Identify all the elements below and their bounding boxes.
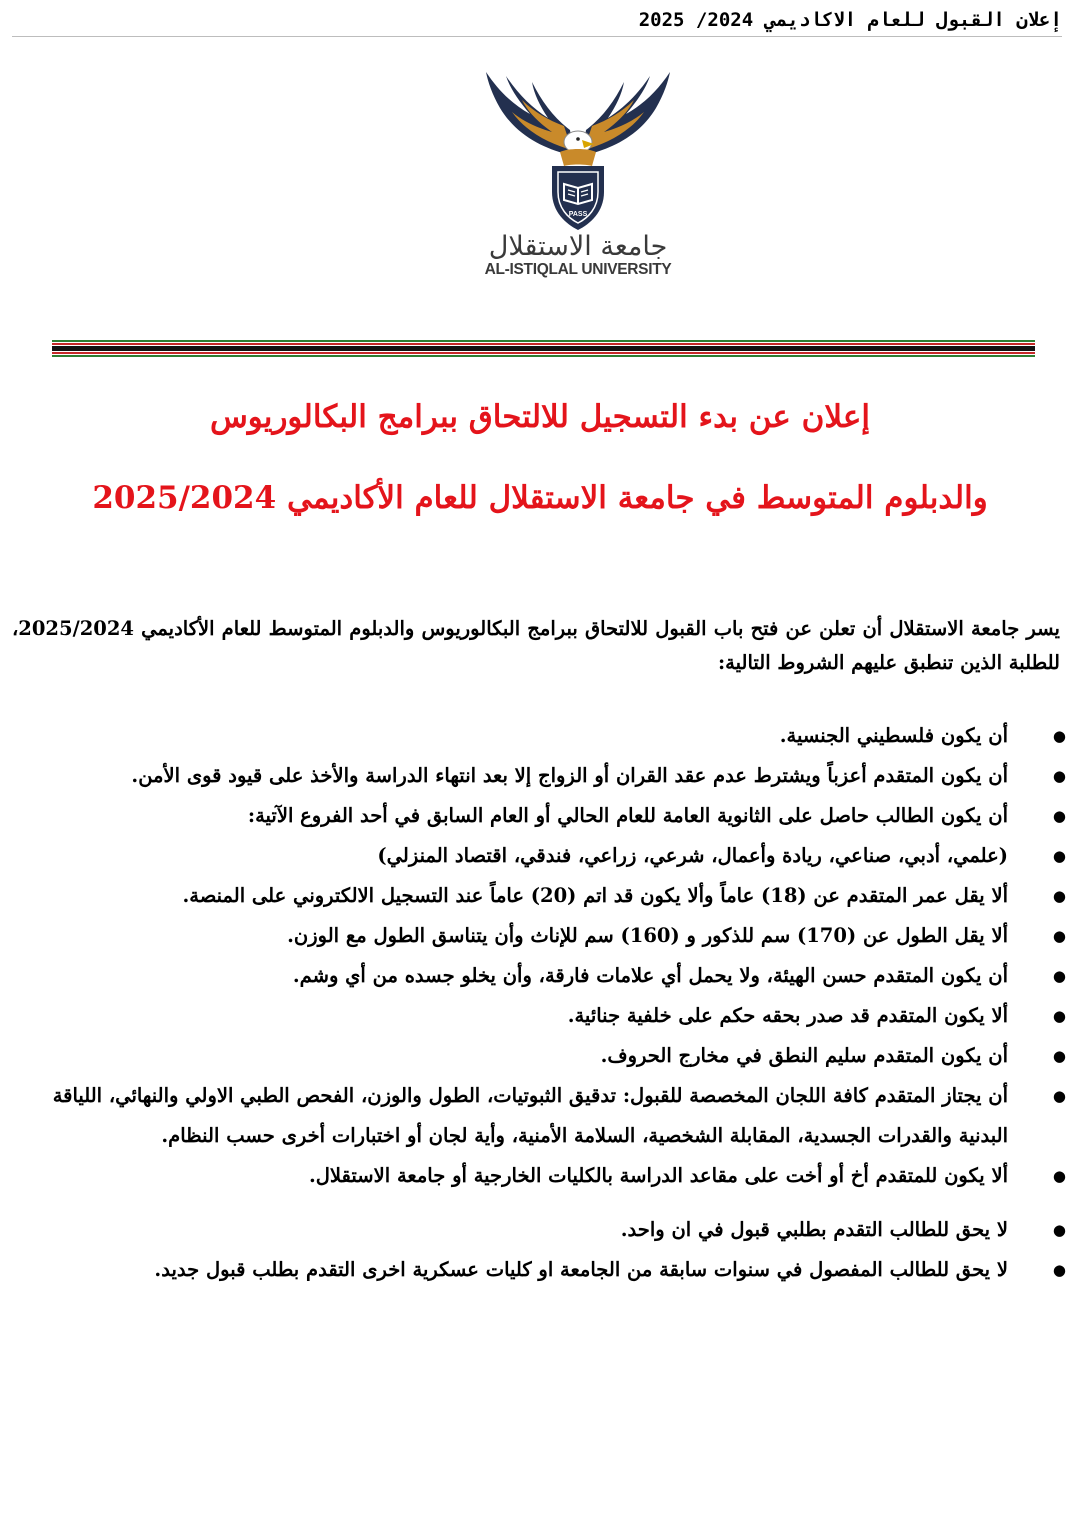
bullet-icon: ●	[1052, 847, 1066, 865]
bullet-icon: ●	[1052, 967, 1066, 985]
condition-item	[20, 756, 1066, 796]
condition-item	[20, 716, 1066, 756]
condition-text: أن يكون فلسطيني الجنسية.	[779, 724, 1008, 747]
logo-badge-text: PASS	[568, 211, 588, 218]
condition-text: أن يكون المتقدم أعزباً ويشترط عدم عقد القران أو الزواج إلا بعد انتهاء الدراسة والأخذ على قيود قوى الأمن.	[131, 764, 1008, 787]
condition-item	[20, 836, 1066, 876]
condition-text: ألا يقل الطول عن (170) سم للذكور و (160) سم للإناث وأن يتناسق الطول مع الوزن.	[287, 924, 1008, 947]
condition-text: أن يكون المتقدم سليم النطق في مخارج الحروف.	[600, 1044, 1008, 1067]
color-divider	[52, 340, 1035, 358]
bullet-icon: ●	[1052, 1007, 1066, 1025]
page-header	[12, 6, 1062, 37]
condition-item	[20, 1210, 1066, 1250]
bullet-icon: ●	[1052, 767, 1066, 785]
condition-item	[20, 1250, 1066, 1290]
condition-item	[20, 916, 1066, 956]
condition-text: أن يكون الطالب حاصل على الثانوية العامة للعام الحالي أو العام السابق في أحد الفروع الآتية:	[247, 804, 1008, 827]
bullet-icon: ●	[1052, 1261, 1066, 1279]
condition-item	[20, 996, 1066, 1036]
condition-item	[20, 1156, 1066, 1196]
condition-item	[20, 796, 1066, 836]
condition-item	[20, 876, 1066, 916]
condition-text: أن يجتاز المتقدم كافة اللجان المخصصة للقبول: تدقيق الثبوتيات، الطول والوزن، الفحص الطبي الاولي والنهائي، اللياقة البدنية والقدرات الجسدية، المقابلة الشخصية، السلامة الأمنية، وأية لجان أو اختبارات أخرى حسب النظام.	[52, 1084, 1008, 1147]
eagle-emblem-icon	[478, 68, 678, 238]
announcement-title-line-1: إعلان عن بدء التسجيل للالتحاق ببرامج البكالوريوس	[209, 399, 871, 435]
bullet-icon: ●	[1052, 1221, 1066, 1239]
condition-item	[20, 956, 1066, 996]
bullet-icon: ●	[1052, 1087, 1066, 1105]
condition-text: ألا يكون للمتقدم أخ أو أخت على مقاعد الدراسة بالكليات الخارجية أو جامعة الاستقلال.	[308, 1164, 1008, 1187]
logo-name-arabic: جامعة الاستقلال	[488, 231, 668, 262]
condition-text: ألا يقل عمر المتقدم عن (18) عاماً وألا يكون قد اتم (20) عاماً عند التسجيل الالكتروني على المنصة.	[182, 884, 1008, 907]
bullet-icon: ●	[1052, 1167, 1066, 1185]
conditions-list	[20, 716, 1066, 1290]
bullet-icon: ●	[1052, 807, 1066, 825]
announcement-title-line-2: والدبلوم المتوسط في جامعة الاستقلال للعام الأكاديمي 2025/2024	[92, 480, 988, 516]
bullet-icon: ●	[1052, 1047, 1066, 1065]
condition-text: أن يكون المتقدم حسن الهيئة، ولا يحمل أي علامات فارقة، وأن يخلو جسده من أي وشم.	[292, 964, 1008, 987]
bullet-icon: ●	[1052, 887, 1066, 905]
condition-item	[20, 1076, 1066, 1156]
condition-item	[20, 1036, 1066, 1076]
bullet-icon: ●	[1052, 927, 1066, 945]
logo-name-english: AL-ISTIQLAL UNIVERSITY	[484, 261, 672, 278]
condition-text: (علمي، أدبي، صناعي، ريادة وأعمال، شرعي، زراعي، فندقي، اقتصاد المنزلي)	[377, 844, 1008, 867]
condition-text: لا يحق للطالب المفصول في سنوات سابقة من الجامعة او كليات عسكرية اخرى التقدم بطلب قبول جديد.	[154, 1258, 1008, 1281]
condition-text: لا يحق للطالب التقدم بطلبي قبول في ان واحد.	[620, 1218, 1008, 1241]
condition-text: ألا يكون المتقدم قد صدر بحقه حكم على خلفية جنائية.	[567, 1004, 1008, 1027]
university-logo	[0, 68, 1080, 283]
running-title: إعلان القبول للعام الاكاديمي 2024/ 2025	[638, 9, 1062, 31]
bullet-icon: ●	[1052, 727, 1066, 745]
intro-paragraph: يسر جامعة الاستقلال أن تعلن عن فتح باب القبول للالتحاق ببرامج البكالوريوس والدبلوم المتوسط للعام الأكاديمي 2025/2024، للطلبة الذين تنطبق عليهم الشروط التالية:	[12, 617, 1060, 674]
